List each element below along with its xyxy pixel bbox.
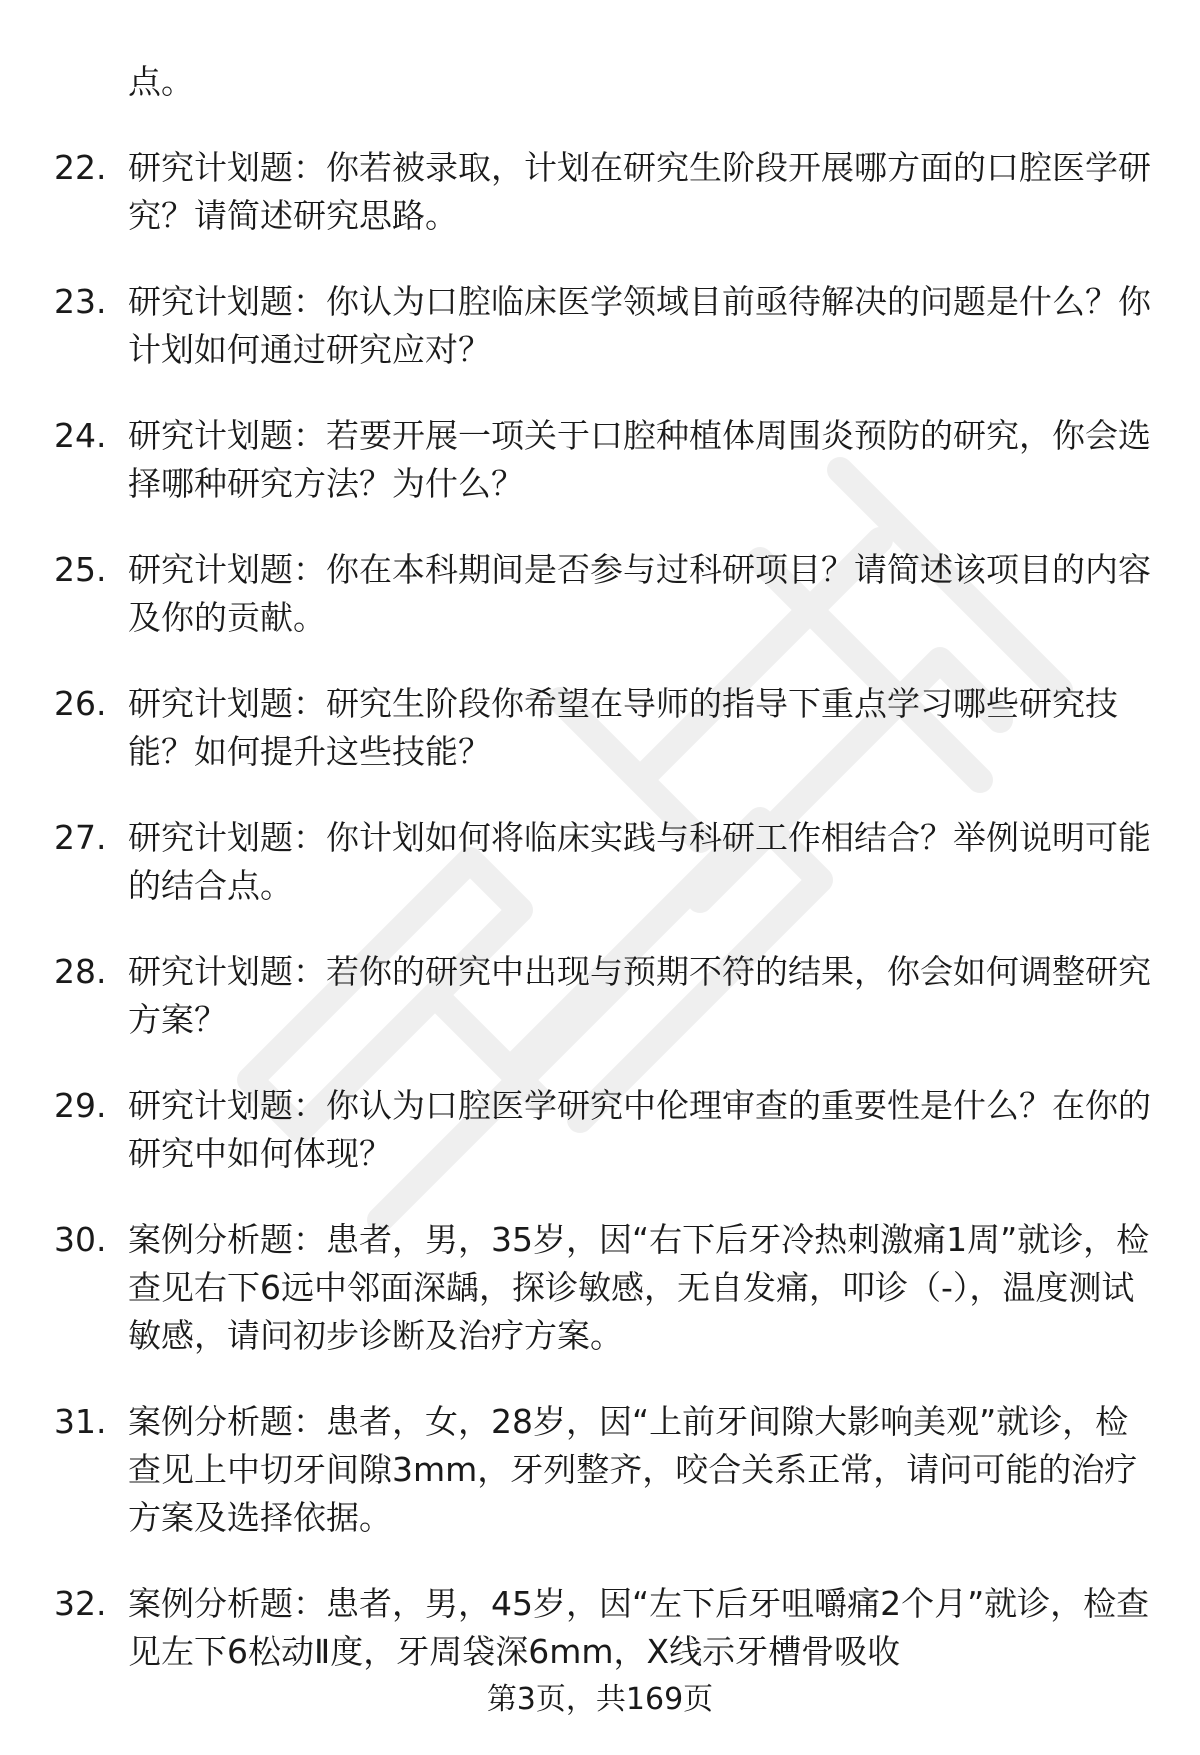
question-item [0, 1398, 1200, 1542]
question-item [0, 412, 1200, 508]
question-item [0, 1216, 1200, 1360]
question-number: 25. [54, 550, 107, 589]
question-text: 案例分析题：患者，男，35岁，因“右下后牙冷热刺激痛1周”就诊，检查见右下6远中邻面深龋，探诊敏感，无自发痛，叩诊（-），温度测试敏感，请问初步诊断及治疗方案。 [128, 1220, 1150, 1355]
question-text: 研究计划题：你认为口腔临床医学领域目前亟待解决的问题是什么？你计划如何通过研究应对？ [128, 282, 1151, 369]
question-item [0, 278, 1200, 374]
question-text: 研究计划题：若要开展一项关于口腔种植体周围炎预防的研究，你会选择哪种研究方法？为什么？ [128, 416, 1151, 503]
question-number: 22. [54, 148, 107, 187]
question-number: 28. [54, 952, 107, 991]
continuation-text: 点。 [128, 62, 194, 101]
question-number: 29. [54, 1086, 107, 1125]
question-item [0, 1580, 1200, 1676]
question-item [0, 144, 1200, 240]
question-number: 26. [54, 684, 107, 723]
page-footer: 第3页，共169页 [486, 1682, 714, 1717]
question-list [0, 144, 1200, 1714]
question-text: 研究计划题：研究生阶段你希望在导师的指导下重点学习哪些研究技能？如何提升这些技能？ [128, 684, 1118, 771]
question-number: 30. [54, 1220, 107, 1259]
question-text: 案例分析题：患者，男，45岁，因“左下后牙咀嚼痛2个月”就诊，检查见左下6松动Ⅱ度，牙周袋深6mm，X线示牙槽骨吸收 [128, 1584, 1150, 1671]
question-number: 24. [54, 416, 107, 455]
question-number: 31. [54, 1402, 107, 1441]
question-item [0, 948, 1200, 1044]
question-item [0, 546, 1200, 642]
question-text: 研究计划题：你认为口腔医学研究中伦理审查的重要性是什么？在你的研究中如何体现？ [128, 1086, 1151, 1173]
question-item [0, 1082, 1200, 1178]
question-item [0, 814, 1200, 910]
question-text: 研究计划题：若你的研究中出现与预期不符的结果，你会如何调整研究方案？ [128, 952, 1151, 1039]
question-number: 23. [54, 282, 107, 321]
question-number: 27. [54, 818, 107, 857]
question-number: 32. [54, 1584, 107, 1623]
question-text: 案例分析题：患者，女，28岁，因“上前牙间隙大影响美观”就诊，检查见上中切牙间隙3mm，牙列整齐，咬合关系正常，请问可能的治疗方案及选择依据。 [128, 1402, 1138, 1537]
question-text: 研究计划题：你若被录取，计划在研究生阶段开展哪方面的口腔医学研究？请简述研究思路。 [128, 148, 1151, 235]
question-item [0, 680, 1200, 776]
question-text: 研究计划题：你计划如何将临床实践与科研工作相结合？举例说明可能的结合点。 [128, 818, 1151, 905]
question-text: 研究计划题：你在本科期间是否参与过科研项目？请简述该项目的内容及你的贡献。 [128, 550, 1151, 637]
